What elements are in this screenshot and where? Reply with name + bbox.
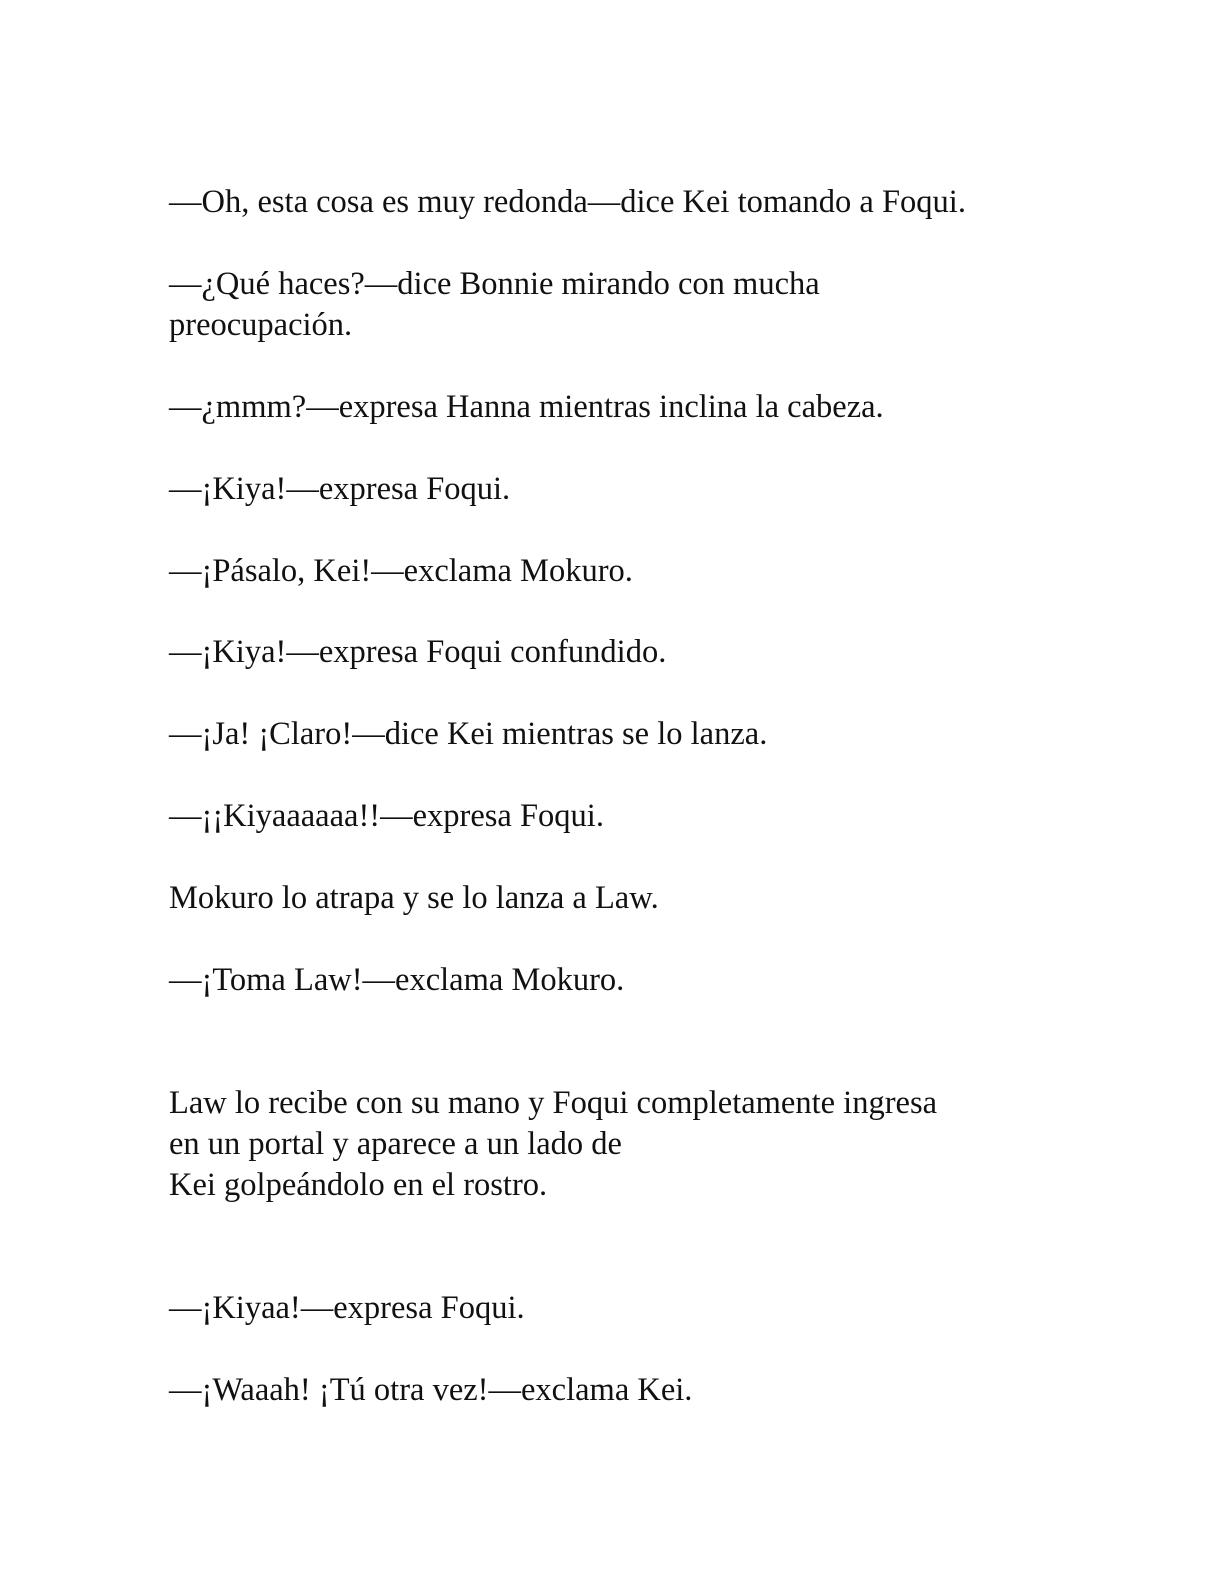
paragraph-4 bbox=[169, 469, 1069, 510]
paragraph-2 bbox=[169, 264, 1069, 346]
paragraph-5 bbox=[169, 551, 1069, 592]
paragraph-6 bbox=[169, 632, 1069, 673]
paragraph-line: —¡Waaah! ¡Tú otra vez!—exclama Kei. bbox=[169, 1372, 693, 1408]
paragraph-line: —Oh, esta cosa es muy redonda—dice Kei tomando a Foqui. bbox=[169, 184, 966, 220]
paragraph-line: —¡Kiyaa!—expresa Foqui. bbox=[169, 1290, 525, 1326]
paragraph-1 bbox=[169, 182, 1069, 223]
paragraph-line: Kei golpeándolo en el rostro. bbox=[169, 1167, 548, 1203]
paragraph-line: —¿mmm?—expresa Hanna mientras inclina la cabeza. bbox=[169, 389, 884, 425]
paragraph-line: —¡¡Kiyaaaaaa!!—expresa Foqui. bbox=[169, 798, 604, 834]
paragraph-9 bbox=[169, 878, 1069, 919]
paragraph-line: —¡Pásalo, Kei!—exclama Mokuro. bbox=[169, 553, 633, 589]
paragraph-line: Mokuro lo atrapa y se lo lanza a Law. bbox=[169, 880, 659, 916]
paragraph-line: —¿Qué haces?—dice Bonnie mirando con mucha bbox=[169, 266, 820, 302]
paragraph-10 bbox=[169, 960, 1069, 1001]
paragraph-line: —¡Kiya!—expresa Foqui. bbox=[169, 471, 511, 507]
paragraph-11 bbox=[169, 1083, 1069, 1206]
paragraph-8 bbox=[169, 796, 1069, 837]
paragraph-7 bbox=[169, 714, 1069, 755]
paragraph-13 bbox=[169, 1370, 1069, 1411]
paragraph-line: —¡Toma Law!—exclama Mokuro. bbox=[169, 962, 625, 998]
paragraph-line: preocupación. bbox=[169, 307, 353, 343]
paragraph-line: Law lo recibe con su mano y Foqui completamente ingresa bbox=[169, 1085, 938, 1121]
paragraph-line: en un portal y aparece a un lado de bbox=[169, 1126, 622, 1162]
paragraph-3 bbox=[169, 387, 1069, 428]
paragraph-12 bbox=[169, 1288, 1069, 1329]
paragraph-line: —¡Kiya!—expresa Foqui confundido. bbox=[169, 634, 667, 670]
paragraph-line: —¡Ja! ¡Claro!—dice Kei mientras se lo lanza. bbox=[169, 716, 768, 752]
